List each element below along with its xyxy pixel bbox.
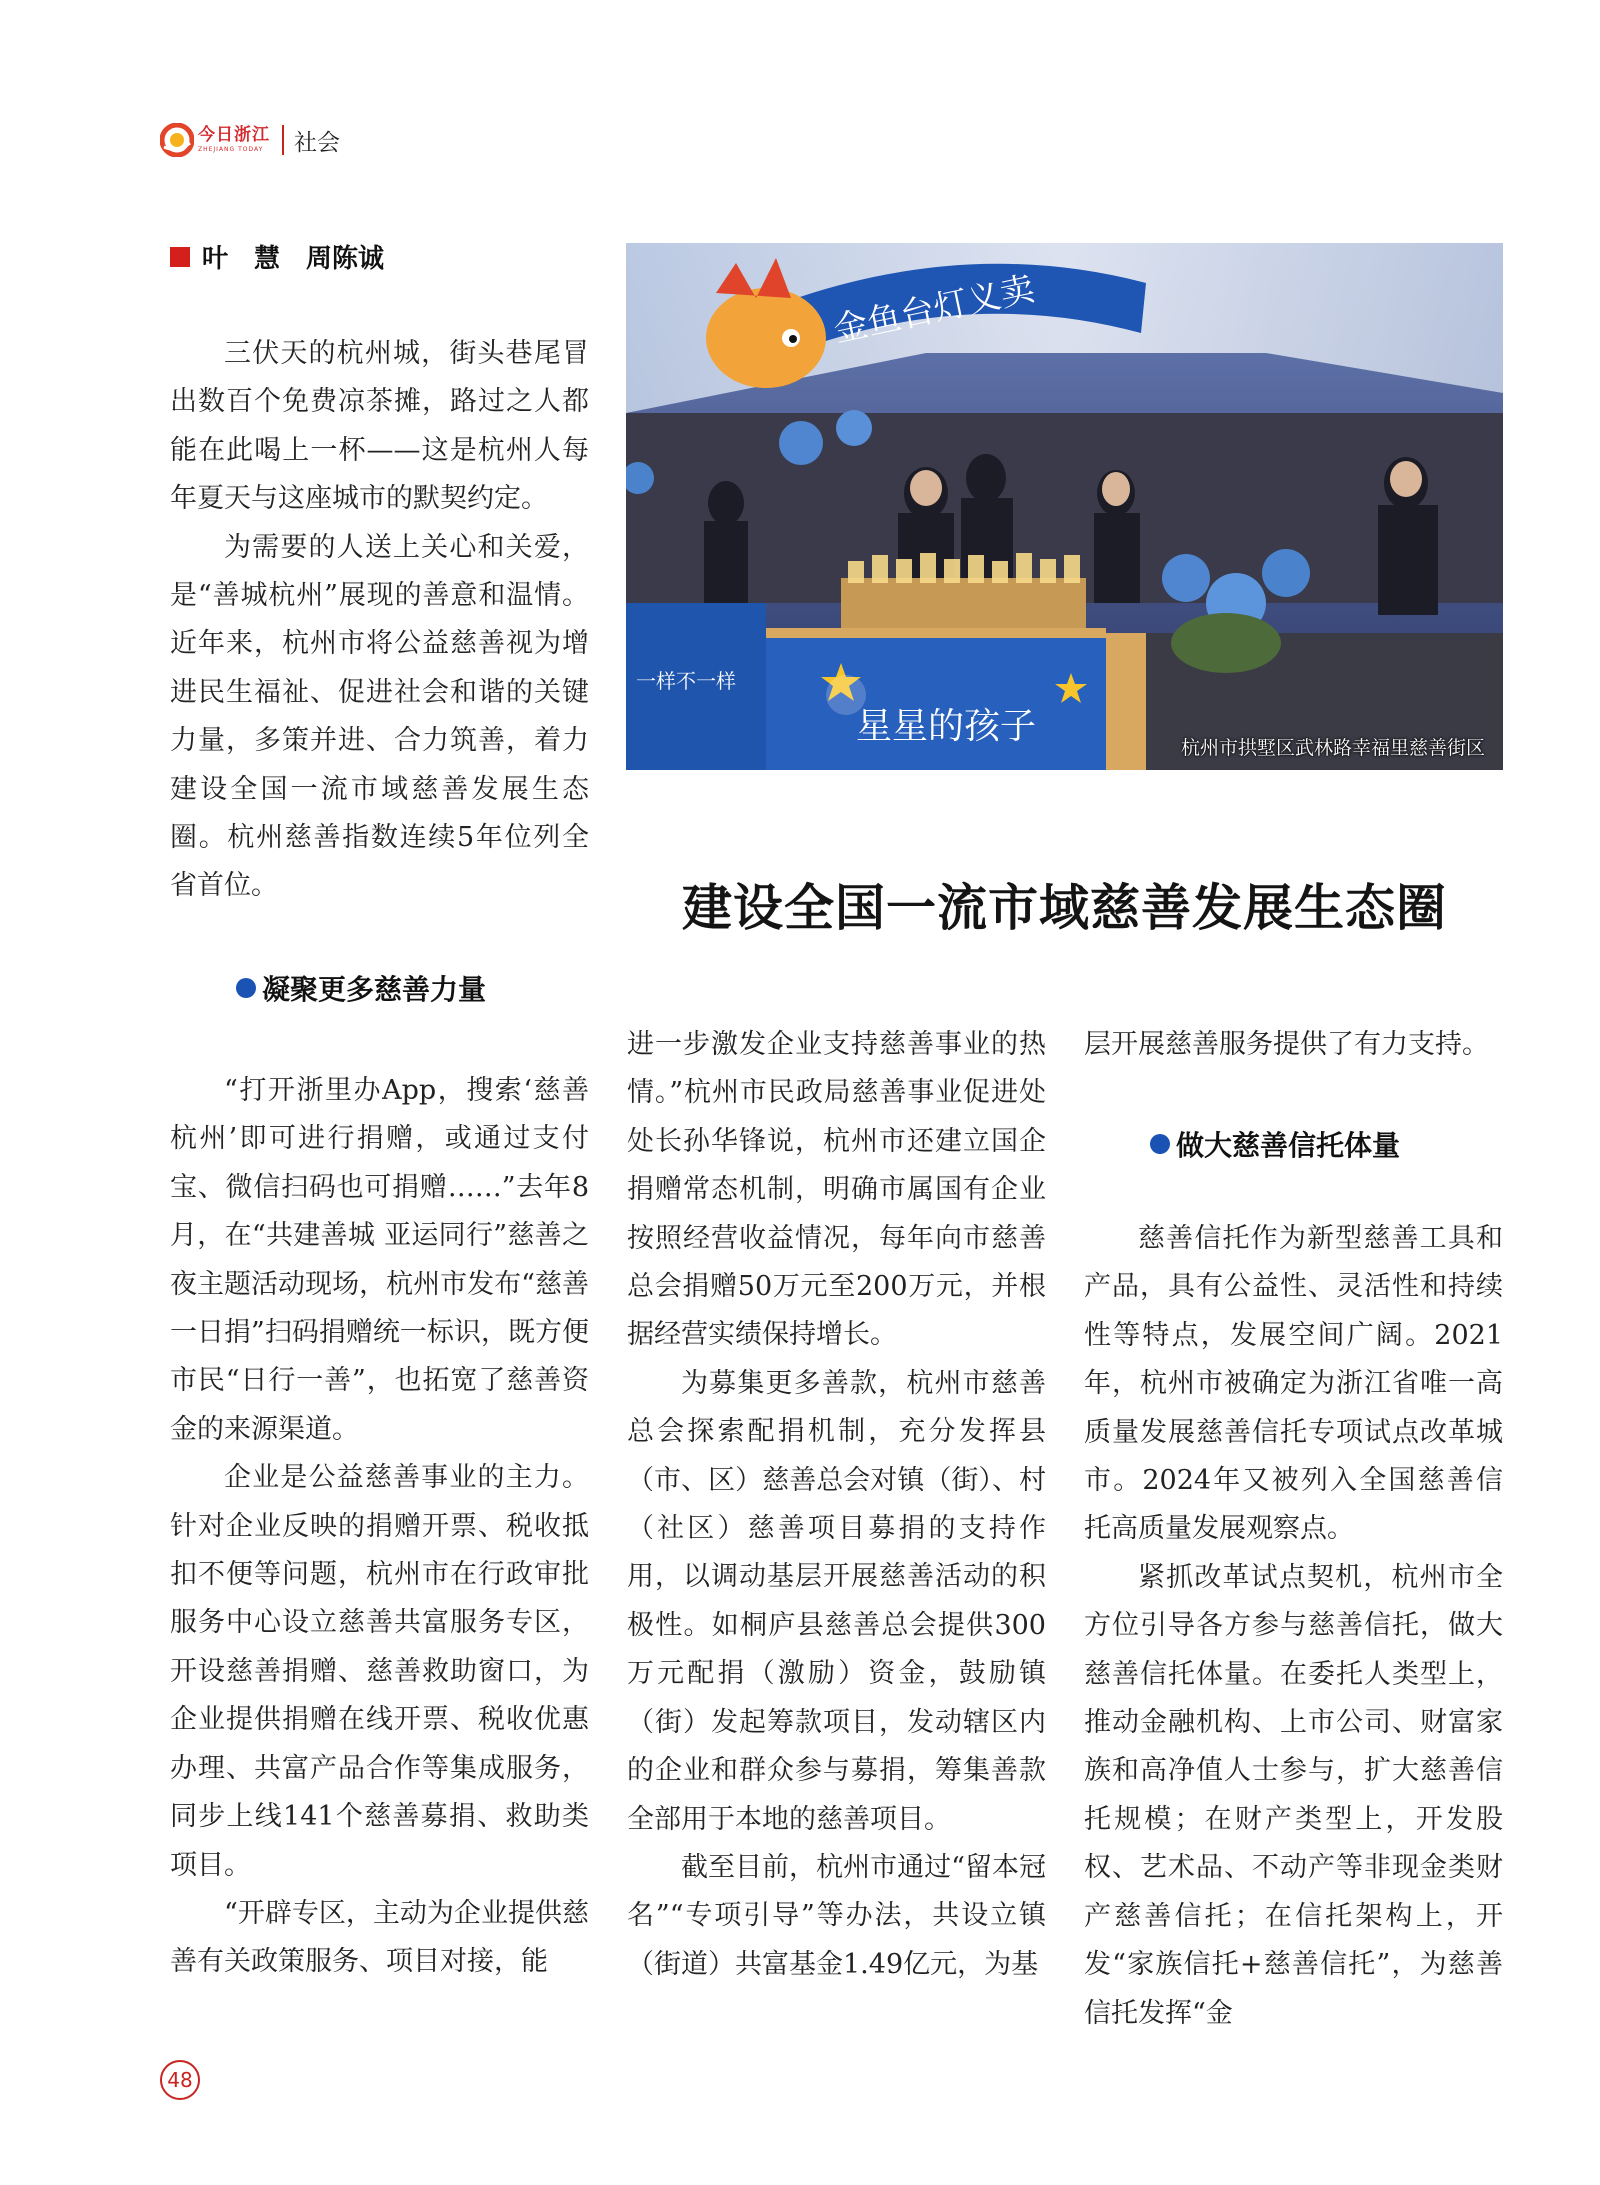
body-paragraph: “打开浙里办App，搜索‘慈善杭州’即可进行捐赠，或通过支付宝、微信扫码也可捐赠……”去年8月，在“共建善城 亚运同行”慈善之夜主题活动现场，杭州市发布“慈善一日捐”扫码捐赠统一标识，既方便市民“日行一善”，也拓宽了慈善资金的来源渠道。 bbox=[170, 1075, 589, 1445]
section-heading-2 bbox=[1150, 1124, 1400, 1164]
body-paragraph: 进一步激发企业支持慈善事业的热情。”杭州市民政局慈善事业促进处处长孙华锋说，杭州市还建立国企捐赠常态机制，明确市属国有企业按照经营收益情况，每年向市慈善总会捐赠50万元至200万元，并根据经营实绩保持增长。 bbox=[627, 1029, 1046, 1351]
stall-side-text: 一样不一样 bbox=[636, 669, 736, 693]
body-paragraph: 慈善信托作为新型慈善工具和产品，具有公益性、灵活性和持续性等特点，发展空间广阔。2021年，杭州市被确定为浙江省唯一高质量发展慈善信托专项试点改革城市。2024年又被列入全国慈善信托高质量发展观察点。 bbox=[1084, 1223, 1503, 1545]
red-square-marker bbox=[170, 247, 190, 267]
sun-logo-icon bbox=[160, 123, 194, 157]
section-heading-1-text: 凝聚更多慈善力量 bbox=[262, 973, 487, 1006]
body-paragraph: 紧抓改革试点契机，杭州市全方位引导各方参与慈善信托，做大慈善信托体量。在委托人类型上，推动金融机构、上市公司、财富家族和高净值人士参与，扩大慈善信托规模；在财产类型上，开发股权、艺术品、不动产等非现金类财产慈善信托；在信托架构上，开发“家族信托+慈善信托”，为慈善信托发挥“金 bbox=[1084, 1561, 1503, 2029]
logo-english-name: ZHEJIANG TODAY bbox=[198, 146, 264, 153]
blue-bullet-icon bbox=[1150, 1134, 1170, 1154]
intro-text bbox=[170, 330, 589, 911]
section-heading-1 bbox=[236, 968, 486, 1008]
body-paragraph: 企业是公益慈善事业的主力。针对企业反映的捐赠开票、税收抵扣不便等问题，杭州市在行政审批服务中心设立慈善共富服务专区，开设慈善捐赠、慈善救助窗口，为企业提供捐赠在线开票、税收优惠办理、共富产品合作等集成服务，同步上线141个慈善募捐、救助类项目。 bbox=[170, 1462, 589, 1881]
logo-wordmark bbox=[198, 127, 270, 153]
header-divider bbox=[282, 125, 284, 155]
body-paragraph: 为募集更多善款，杭州市慈善总会探索配捐机制，充分发挥县（市、区）慈善总会对镇（街）、村（社区）慈善项目募捐的支持作用，以调动基层开展慈善活动的积极性。如桐庐县慈善总会提供300万元配捐（激励）资金，鼓励镇（街）发起筹款项目，发动辖区内的企业和群众参与募捐，筹集善款全部用于本地的慈善项目。 bbox=[627, 1367, 1046, 1835]
banner-text: 金鱼台灯义卖 bbox=[830, 268, 1039, 351]
section-name: 社会 bbox=[294, 129, 340, 156]
blue-bullet-icon bbox=[236, 978, 256, 998]
column-3 bbox=[1084, 1215, 1503, 2038]
author-names: 叶 慧 周陈诚 bbox=[202, 244, 385, 274]
column-1 bbox=[170, 1067, 589, 1987]
market-stall-photo bbox=[626, 243, 1503, 770]
logo-chinese-name: 今日浙江 bbox=[198, 125, 270, 145]
article-headline: 建设全国一流市域慈善发展生态圈 bbox=[682, 878, 1447, 937]
intro-paragraph: 三伏天的杭州城，街头巷尾冒出数百个免费凉茶摊，路过之人都能在此喝上一杯——这是杭州人每年夏天与这座城市的默契约定。 bbox=[170, 338, 589, 515]
article-photo bbox=[626, 243, 1503, 770]
column-3-top bbox=[1084, 1021, 1503, 1069]
masthead bbox=[160, 118, 340, 162]
column-2 bbox=[627, 1021, 1046, 1989]
intro-paragraph: 为需要的人送上关心和关爱，是“善城杭州”展现的善意和温情。近年来，杭州市将公益慈善视为增进民生福祉、促进社会和谐的关键力量，多策并进、合力筑善，着力建设全国一流市域慈善发展生态圈。杭州慈善指数连续5年位列全省首位。 bbox=[170, 531, 589, 902]
body-paragraph: 层开展慈善服务提供了有力支持。 bbox=[1084, 1029, 1489, 1060]
body-paragraph: “开辟专区，主动为企业提供慈善有关政策服务、项目对接，能 bbox=[170, 1897, 589, 1978]
stall-sign-text: 星星的孩子 bbox=[856, 706, 1037, 747]
byline bbox=[170, 238, 384, 275]
page-number: 48 bbox=[160, 2060, 200, 2100]
section-heading-2-text: 做大慈善信托体量 bbox=[1176, 1129, 1401, 1162]
body-paragraph: 截至目前，杭州市通过“留本冠名”“专项引导”等办法，共设立镇（街道）共富基金1.49亿元，为基 bbox=[627, 1851, 1046, 1980]
photo-caption: 杭州市拱墅区武林路幸福里慈善街区 bbox=[1180, 737, 1485, 759]
